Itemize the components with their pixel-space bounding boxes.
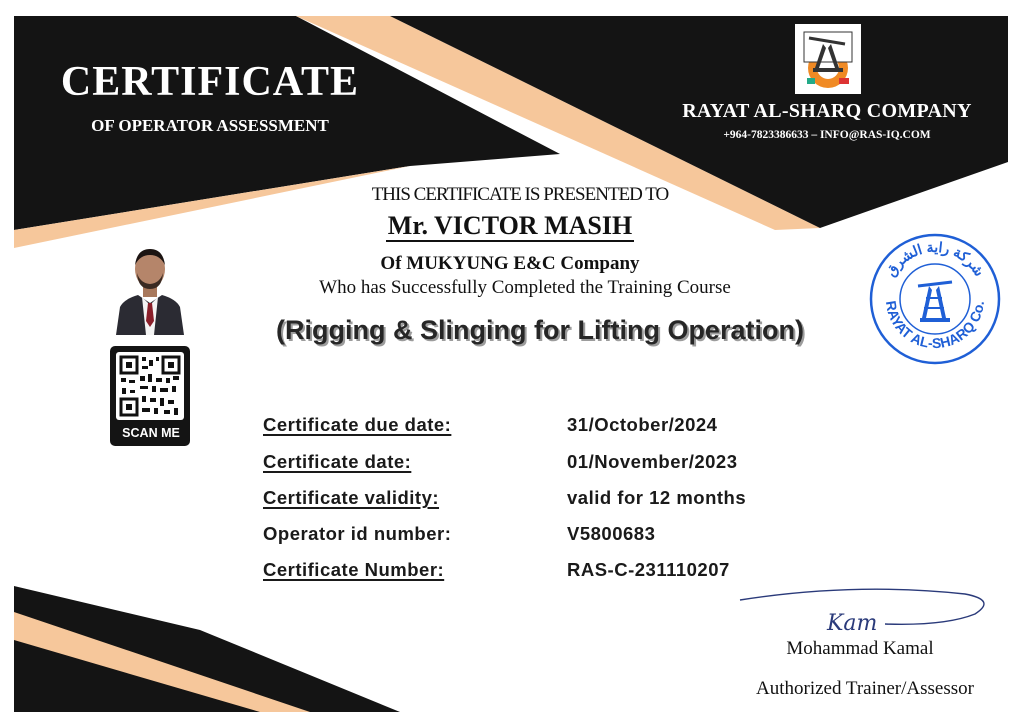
signature-graphic: [735, 580, 995, 640]
certificate-title: CERTIFICATE: [60, 59, 360, 105]
qr-code-icon: [116, 352, 184, 420]
company-contact: +964-7823386633 – INFO@RAS-IQ.COM: [723, 129, 931, 141]
person-photo-icon: [110, 243, 190, 335]
seal-english-text: RAYAT AL-SHARQ Co.: [882, 299, 987, 352]
operator-id-label: Operator id number:: [263, 523, 452, 544]
certificate-number-label: Certificate Number:: [263, 559, 445, 580]
company-name: RAYAT AL-SHARQ COMPANY: [682, 100, 972, 122]
certificate-subtitle: OF OPERATOR ASSESSMENT: [91, 116, 329, 135]
validity-label: Certificate validity:: [263, 487, 440, 508]
recipient-name-wrap: [330, 211, 690, 241]
qr-inner: [116, 352, 184, 420]
operator-id-value: V5800683: [567, 523, 656, 544]
due-date-value: 31/October/2024: [567, 414, 718, 435]
oil-pump-gear-logo-icon: [795, 24, 861, 94]
certificate-number-value: RAS-C-231110207: [567, 559, 730, 580]
seal-arabic-text: شركة راية الشرق: [882, 238, 988, 279]
validity-value: valid for 12 months: [567, 487, 747, 508]
completed-course-text: Who has Successfully Completed the Training Course: [319, 277, 731, 298]
course-title: (Rigging & Slinging for Lifting Operation): [276, 315, 804, 345]
signature-handwriting: Kam: [827, 611, 878, 636]
oil-pump-stamp-icon: [866, 232, 1004, 366]
recipient-photo: [110, 243, 190, 335]
scan-me-label: SCAN ME: [122, 426, 180, 440]
company-seal: [866, 232, 1004, 366]
recipient-company: Of MUKYUNG E&C Company: [380, 253, 640, 274]
certificate-date-label: Certificate date:: [263, 451, 412, 472]
due-date-label: Certificate due date:: [263, 414, 452, 435]
signatory-name: Mohammad Kamal: [786, 638, 934, 659]
company-logo: [795, 24, 861, 94]
certificate-date-value: 01/November/2023: [567, 451, 738, 472]
signatory-role: Authorized Trainer/Assessor: [756, 678, 974, 699]
signature-icon: [735, 580, 995, 640]
recipient-name: Mr. VICTOR MASIH: [387, 211, 633, 240]
presented-to-text: THIS CERTIFICATE IS PRESENTED TO: [371, 184, 669, 205]
